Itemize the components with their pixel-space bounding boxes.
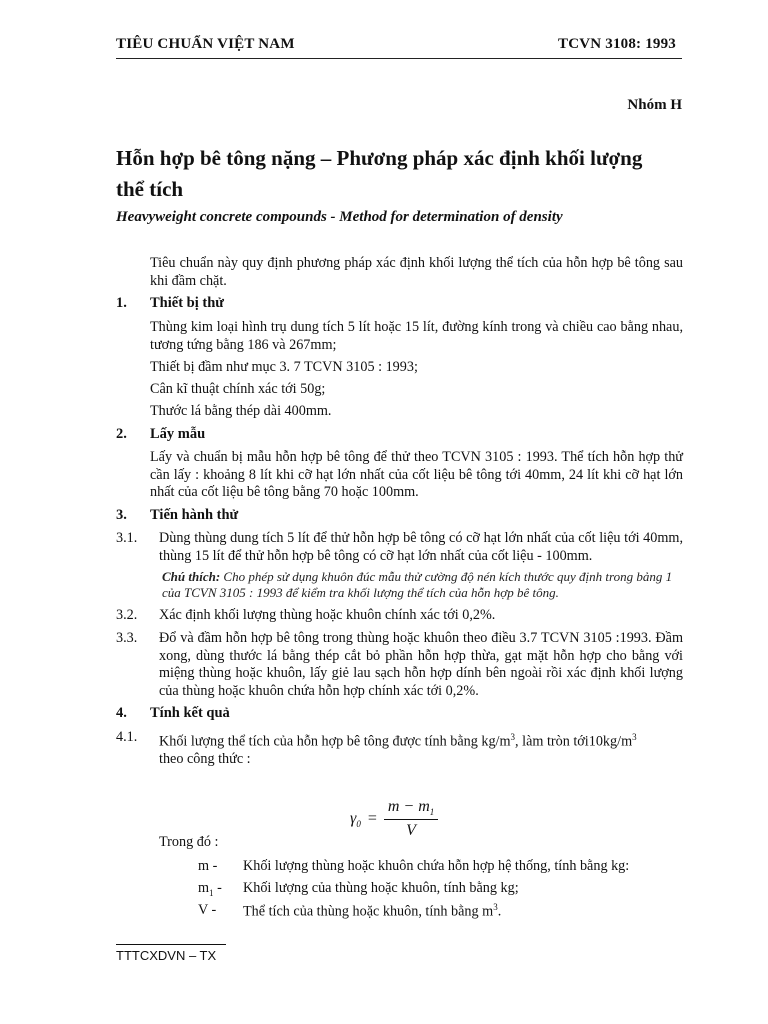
footer-text: TTTCXDVN – TX (116, 948, 217, 963)
section-4-number: 4. (116, 705, 127, 721)
def-3-superscript: 3 (493, 902, 498, 912)
note-text: Cho phép sử dụng khuôn đúc mẫu thử cường độ nén kích thước quy định trong bảng 1 của TCVN 3105 : 1993 để kiểm tra khối lượng thể tích của hỗn hợp bê tông. (162, 569, 673, 600)
def-2-symbol-sub: 1 (209, 887, 214, 898)
section-1-paragraph-2: Thiết bị đầm như mục 3. 7 TCVN 3105 : 1993; (150, 359, 418, 375)
item-4-1-number: 4.1. (116, 729, 138, 745)
def-2-symbol-b: - (213, 880, 222, 896)
superscript-3: 3 (632, 732, 637, 742)
note-block (162, 569, 683, 601)
def-3-symbol: V - (198, 902, 217, 918)
def-1-text: Khối lượng thùng hoặc khuôn chứa hỗn hợp hệ thống, tính bằng kg: (243, 858, 630, 874)
gamma-subscript: 0 (356, 818, 361, 829)
item-3-2-number: 3.2. (116, 607, 138, 623)
item-3-2-text: Xác định khối lượng thùng hoặc khuôn chính xác tới 0,2%. (159, 607, 496, 623)
superscript-3: 3 (510, 732, 516, 742)
document-subtitle: Heavyweight concrete compounds - Method for determination of density (116, 209, 563, 225)
item-4-1-text-b: , làm tròn tới10kg/m (515, 733, 633, 750)
header-standard-name: TIÊU CHUẨN VIỆT NAM (116, 36, 295, 52)
item-4-1-text-c: theo công thức : (159, 751, 251, 768)
header-standard-code: TCVN 3108: 1993 (558, 36, 676, 52)
def-3-text (243, 902, 501, 921)
group-label: Nhóm H (627, 97, 682, 113)
section-1-paragraph-4: Thước lá bằng thép dài 400mm. (150, 403, 332, 419)
gamma-symbol: γ (350, 809, 357, 827)
item-3-3-number: 3.3. (116, 630, 138, 646)
header-divider (116, 58, 682, 59)
def-3-text-b: . (497, 903, 502, 920)
section-1-title: Thiết bị thử (150, 295, 224, 311)
formula-equals: = (367, 809, 377, 827)
section-2-paragraph-1: Lấy và chuẩn bị mẫu hỗn hợp bê tông để thử theo TCVN 3105 : 1993. Thể tích hỗn hợp thử cần lấy : khoảng 8 lít khi cỡ hạt lớn nhất của cốt liệu bê tông tới 40mm, 24 lít khi cỡ hạt lớn nhất của cốt liệu bê tông bằng 70 hoặc 100mm. (150, 449, 683, 500)
section-2-number: 2. (116, 426, 127, 442)
def-3-text-a: Thể tích của thùng hoặc khuôn, tính bằng m (243, 903, 494, 920)
formula-lhs (350, 810, 361, 827)
numerator-subscript: 1 (429, 807, 435, 818)
item-3-1-number: 3.1. (116, 530, 138, 546)
def-1-symbol: m - (198, 858, 218, 874)
section-3-title: Tiến hành thử (150, 507, 239, 523)
note-label: Chú thích: (162, 569, 221, 584)
section-1-number: 1. (116, 295, 127, 311)
item-3-3-text: Đổ và đầm hỗn hợp bê tông trong thùng hoặc khuôn theo điều 3.7 TCVN 3105 :1993. Đầm xong, dùng thước lá bằng thép cắt bỏ phần hỗn hợp thừa, gạt mặt hỗn hợp cho bằng với miệng thùng hoặc khuôn, lấy giẻ lau sạch hỗn hợp dính bên ngoài rồi xác định khối lượng của thùng hoặc khuôn chứa hỗn hợp chính xác tới 0,2%. (159, 630, 683, 699)
item-4-1-text (159, 729, 683, 769)
section-1-paragraph-3: Cân kĩ thuật chính xác tới 50g; (150, 381, 326, 397)
def-2-symbol (198, 880, 222, 898)
section-2-title: Lấy mẫu (150, 426, 206, 442)
item-4-1-text-a: Khối lượng thể tích của hỗn hợp bê tông được tính bằng kg/m (159, 733, 511, 750)
def-2-text: Khối lượng của thùng hoặc khuôn, tính bằng kg; (243, 880, 519, 896)
intro-paragraph: Tiêu chuẩn này quy định phương pháp xác định khối lượng thể tích của hỗn hợp bê tông sau khi đầm chặt. (150, 255, 683, 289)
formula-numerator (384, 798, 438, 820)
section-3-number: 3. (116, 507, 127, 523)
footer-divider (116, 944, 226, 945)
density-formula (350, 798, 438, 840)
section-1-paragraph-1: Thùng kim loại hình trụ dung tích 5 lít hoặc 15 lít, đường kính trong và chiều cao bằng nhau, tương tứng bằng 186 và 267mm; (150, 319, 683, 353)
section-4-title: Tính kết quả (150, 705, 230, 721)
def-2-symbol-a: m (198, 880, 210, 896)
where-label: Trong đó : (159, 834, 219, 850)
document-title: Hỗn hợp bê tông nặng – Phương pháp xác định khối lượng thể tích (116, 146, 643, 201)
formula-fraction (384, 798, 438, 840)
numerator-text: m − m (387, 798, 430, 815)
formula-denominator: V (406, 822, 416, 840)
item-3-1-text: Dùng thùng dung tích 5 lít để thử hỗn hợp bê tông có cỡ hạt lớn nhất của cốt liệu tới 40mm, thùng 15 lít để thử hỗn hợp bê tông có cỡ hạt lớn nhất của cốt liệu - 100mm. (159, 530, 683, 564)
